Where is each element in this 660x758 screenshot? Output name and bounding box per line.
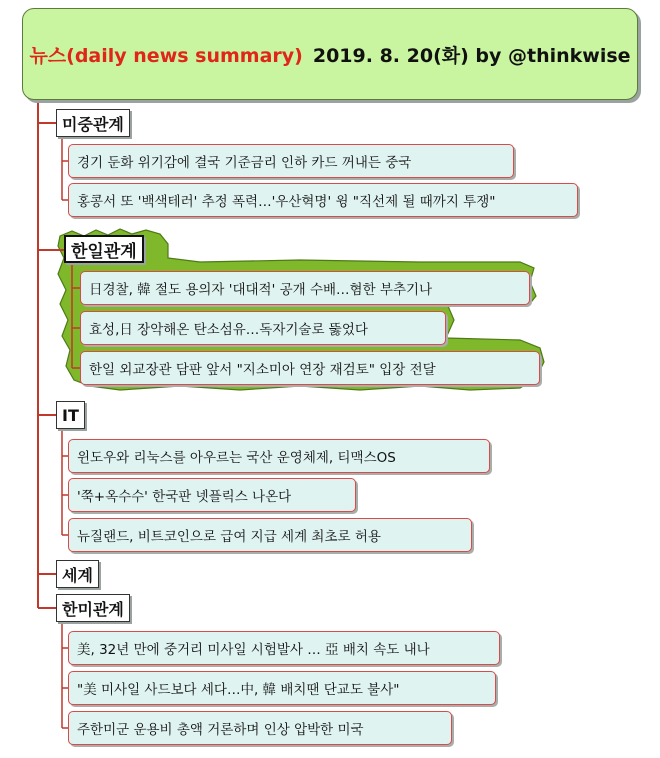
topic-node[interactable]: 주한미군 운용비 총액 거론하며 인상 압박한 미국 — [68, 711, 452, 745]
section-korea-us[interactable]: 한미관계 — [56, 594, 130, 622]
topic-node[interactable]: "美 미사일 사드보다 세다…中, 韓 배치땐 단교도 불사" — [68, 671, 496, 705]
section-it[interactable]: IT — [56, 401, 85, 429]
topic-node[interactable]: 효성,日 장악해온 탄소섬유…독자기술로 뚫었다 — [80, 311, 446, 345]
section-korea-japan[interactable]: 한일관계 — [64, 235, 144, 263]
topic-node[interactable]: 뉴질랜드, 비트코인으로 급여 지급 세계 최초로 허용 — [68, 518, 472, 552]
section-world[interactable]: 세계 — [56, 560, 99, 588]
topic-node[interactable]: 美, 32년 만에 중거리 미사일 시험발사 … 亞 배치 속도 내나 — [68, 631, 500, 665]
topic-node[interactable]: 홍콩서 또 '백색테러' 추정 폭력…'우산혁명' 윙 "직선제 될 때까지 투쟁" — [68, 183, 578, 217]
topic-node[interactable]: '쭉+옥수수' 한국판 넷플릭스 나온다 — [68, 478, 356, 512]
title-date-author: 2019. 8. 20(화) by @thinkwise — [312, 44, 631, 67]
topic-node[interactable]: 경기 둔화 위기감에 결국 기준금리 인하 카드 꺼내든 중국 — [68, 144, 514, 178]
section-us-china[interactable]: 미중관계 — [56, 109, 130, 137]
topic-node[interactable]: 한일 외교장관 담판 앞서 "지소미아 연장 재검토" 입장 전달 — [80, 351, 540, 385]
topic-node[interactable]: 日경찰, 韓 절도 용의자 '대대적' 공개 수배…혐한 부추기나 — [80, 271, 530, 305]
title-red: 뉴스(daily news summary) — [29, 44, 303, 67]
topic-node[interactable]: 윈도우와 리눅스를 아우르는 국산 운영체제, 티맥스OS — [68, 439, 490, 473]
title-box — [22, 8, 638, 100]
